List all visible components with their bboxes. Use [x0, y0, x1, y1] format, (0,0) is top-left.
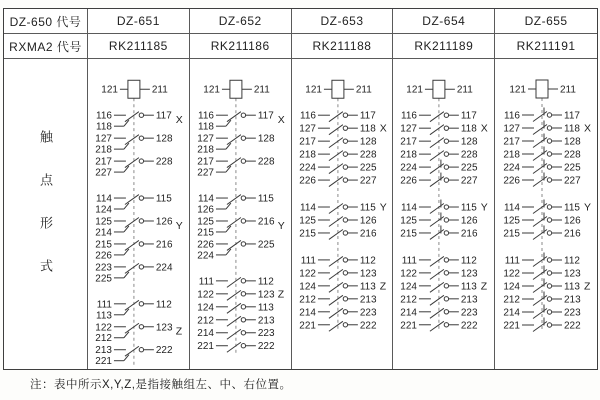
svg-text:115: 115: [563, 202, 580, 214]
svg-text:124: 124: [298, 281, 316, 293]
model-cell: DZ-653: [292, 9, 394, 34]
svg-text:228: 228: [461, 149, 478, 161]
svg-text:118: 118: [197, 121, 214, 133]
svg-text:112: 112: [155, 299, 172, 311]
svg-text:125: 125: [298, 215, 316, 227]
svg-text:121: 121: [304, 84, 322, 96]
diagram-cell: [88, 59, 190, 369]
svg-text:124: 124: [197, 302, 214, 314]
svg-text:111: 111: [300, 255, 316, 267]
svg-text:126: 126: [197, 204, 214, 216]
svg-text:114: 114: [401, 202, 418, 214]
svg-text:111: 111: [96, 299, 112, 311]
svg-text:211: 211: [559, 84, 576, 96]
svg-text:X: X: [379, 123, 387, 135]
svg-text:222: 222: [563, 320, 581, 332]
svg-text:Z: Z: [277, 289, 285, 301]
svg-text:115: 115: [155, 193, 172, 205]
model-cell: DZ-651: [88, 9, 190, 34]
svg-text:225: 225: [563, 162, 581, 174]
svg-text:117: 117: [563, 110, 580, 122]
svg-text:121: 121: [508, 84, 526, 96]
svg-text:122: 122: [197, 289, 214, 301]
diagram-cell: [292, 59, 394, 369]
svg-text:213: 213: [359, 294, 377, 306]
svg-text:111: 111: [504, 255, 520, 267]
header-rxma2-label: RXMA2 代号: [4, 34, 88, 59]
svg-text:218: 218: [197, 144, 214, 156]
model-cell: DZ-654: [393, 9, 495, 34]
svg-text:X: X: [583, 122, 591, 135]
side-label-cell: [4, 59, 88, 369]
svg-text:Y: Y: [175, 220, 183, 232]
svg-text:124: 124: [502, 281, 520, 293]
model-cell: DZ-652: [190, 9, 292, 34]
svg-text:121: 121: [101, 84, 118, 96]
svg-text:217: 217: [95, 156, 112, 168]
svg-text:125: 125: [502, 215, 520, 227]
svg-text:122: 122: [400, 268, 418, 280]
svg-text:221: 221: [197, 341, 214, 353]
svg-text:212: 212: [298, 294, 316, 306]
svg-text:Y: Y: [379, 202, 387, 214]
svg-text:116: 116: [96, 110, 112, 122]
svg-text:227: 227: [359, 175, 377, 187]
svg-text:223: 223: [563, 307, 581, 319]
svg-text:216: 216: [155, 239, 173, 251]
svg-text:Y: Y: [277, 220, 285, 232]
svg-text:X: X: [481, 123, 489, 135]
svg-text:115: 115: [257, 193, 274, 205]
svg-text:225: 225: [95, 273, 112, 285]
svg-text:128: 128: [359, 136, 377, 148]
svg-text:212: 212: [95, 333, 112, 345]
svg-text:211: 211: [355, 84, 372, 96]
svg-text:113: 113: [257, 302, 274, 314]
svg-text:221: 221: [400, 320, 418, 332]
svg-text:122: 122: [298, 268, 316, 280]
svg-text:223: 223: [257, 328, 275, 340]
svg-text:118: 118: [461, 123, 478, 135]
svg-text:213: 213: [461, 294, 478, 306]
svg-text:123: 123: [359, 268, 377, 280]
svg-text:211: 211: [151, 84, 168, 96]
contact-diagram-DZ-652: [190, 59, 291, 369]
svg-text:215: 215: [298, 228, 316, 240]
svg-text:214: 214: [298, 307, 316, 319]
svg-text:X: X: [277, 115, 285, 127]
svg-text:213: 213: [257, 315, 275, 327]
svg-text:126: 126: [563, 215, 581, 227]
code-cell: RK211188: [292, 34, 394, 59]
svg-text:125: 125: [197, 216, 214, 228]
diagram-cell: [393, 59, 495, 369]
svg-text:128: 128: [257, 133, 275, 145]
svg-text:116: 116: [401, 110, 418, 122]
svg-text:226: 226: [95, 250, 112, 262]
svg-text:Z: Z: [379, 281, 386, 293]
svg-text:118: 118: [96, 121, 112, 133]
footnote: 注：表中所示X,Y,Z,是指接触组左、中、右位置。: [30, 379, 292, 391]
svg-text:212: 212: [502, 294, 520, 306]
svg-text:113: 113: [359, 281, 376, 293]
svg-text:222: 222: [257, 341, 275, 353]
svg-text:127: 127: [298, 123, 316, 135]
svg-text:224: 224: [197, 250, 214, 262]
svg-text:116: 116: [197, 110, 214, 122]
svg-text:112: 112: [257, 276, 274, 288]
svg-text:216: 216: [257, 216, 275, 228]
svg-text:227: 227: [563, 175, 581, 187]
svg-text:Z: Z: [583, 280, 591, 293]
svg-text:113: 113: [461, 281, 478, 293]
svg-text:228: 228: [257, 156, 275, 168]
svg-text:Z: Z: [481, 281, 488, 293]
svg-text:113: 113: [563, 281, 580, 293]
svg-text:114: 114: [503, 202, 520, 214]
svg-text:227: 227: [461, 175, 478, 187]
svg-text:114: 114: [299, 202, 316, 214]
svg-text:216: 216: [563, 228, 581, 240]
svg-text:126: 126: [359, 215, 377, 227]
code-cell: RK211189: [393, 34, 495, 59]
svg-text:Y: Y: [481, 202, 489, 214]
contact-diagram-DZ-653: [292, 59, 393, 369]
svg-text:226: 226: [197, 239, 214, 251]
contact-form-label: 触点形式: [38, 130, 53, 302]
contact-diagram-DZ-654: [393, 59, 494, 369]
relay-contact-table: [3, 8, 598, 370]
svg-text:216: 216: [359, 228, 377, 240]
svg-text:216: 216: [461, 228, 478, 240]
svg-text:225: 225: [257, 239, 275, 251]
svg-text:222: 222: [155, 345, 173, 357]
svg-text:121: 121: [203, 84, 220, 96]
svg-text:127: 127: [197, 133, 214, 145]
svg-text:226: 226: [400, 175, 418, 187]
svg-text:224: 224: [400, 162, 418, 174]
svg-text:218: 218: [400, 149, 418, 161]
svg-text:223: 223: [359, 307, 377, 319]
svg-text:123: 123: [563, 268, 581, 280]
svg-text:X: X: [175, 115, 183, 127]
svg-text:227: 227: [197, 167, 214, 179]
svg-text:213: 213: [95, 345, 112, 357]
svg-text:215: 215: [502, 228, 520, 240]
svg-text:126: 126: [155, 216, 173, 228]
svg-text:123: 123: [155, 322, 173, 334]
svg-text:217: 217: [197, 156, 214, 168]
svg-text:211: 211: [457, 84, 474, 96]
svg-text:Y: Y: [583, 201, 591, 214]
svg-text:214: 214: [502, 307, 520, 319]
svg-text:223: 223: [461, 307, 478, 319]
svg-text:221: 221: [298, 320, 316, 332]
svg-text:218: 218: [95, 144, 112, 156]
svg-text:217: 217: [298, 136, 316, 148]
svg-text:212: 212: [400, 294, 418, 306]
svg-text:122: 122: [502, 268, 520, 280]
svg-text:218: 218: [502, 149, 520, 161]
svg-text:117: 117: [155, 110, 172, 122]
svg-text:117: 117: [461, 110, 478, 122]
svg-text:113: 113: [96, 310, 112, 322]
svg-text:124: 124: [95, 204, 112, 216]
svg-text:214: 214: [197, 328, 214, 340]
svg-text:217: 217: [400, 136, 418, 148]
svg-text:118: 118: [359, 123, 376, 135]
svg-text:128: 128: [563, 136, 581, 148]
svg-text:214: 214: [400, 307, 418, 319]
svg-text:111: 111: [198, 276, 214, 288]
svg-text:226: 226: [502, 175, 520, 187]
svg-text:123: 123: [257, 289, 275, 301]
code-cell: RK211191: [495, 34, 597, 59]
svg-text:217: 217: [502, 136, 520, 148]
svg-text:117: 117: [257, 110, 274, 122]
svg-text:121: 121: [406, 84, 424, 96]
svg-text:212: 212: [197, 315, 214, 327]
contact-diagram-DZ-651: [88, 59, 189, 369]
svg-text:111: 111: [402, 255, 418, 267]
svg-text:123: 123: [461, 268, 478, 280]
svg-text:127: 127: [95, 133, 112, 145]
contact-diagram-DZ-655: [496, 59, 597, 369]
svg-text:215: 215: [400, 228, 418, 240]
svg-text:112: 112: [563, 255, 580, 267]
model-cell: DZ-655: [495, 9, 597, 34]
svg-text:127: 127: [400, 123, 418, 135]
svg-text:221: 221: [95, 356, 112, 368]
svg-text:228: 228: [359, 149, 377, 161]
svg-text:213: 213: [563, 294, 581, 306]
svg-text:215: 215: [95, 239, 112, 251]
svg-text:114: 114: [96, 193, 112, 205]
svg-text:127: 127: [502, 123, 520, 135]
svg-text:222: 222: [461, 320, 478, 332]
svg-text:228: 228: [563, 149, 581, 161]
svg-text:128: 128: [155, 133, 173, 145]
svg-text:224: 224: [502, 162, 520, 174]
diagram-cell: [190, 59, 292, 369]
svg-text:116: 116: [299, 110, 316, 122]
svg-text:122: 122: [95, 322, 112, 334]
svg-text:225: 225: [461, 162, 478, 174]
svg-text:115: 115: [359, 202, 376, 214]
svg-text:211: 211: [253, 84, 270, 96]
code-cell: RK211186: [190, 34, 292, 59]
svg-text:Z: Z: [175, 326, 183, 338]
header-dz650-label: DZ-650 代号: [4, 9, 88, 34]
svg-text:223: 223: [95, 262, 112, 274]
svg-text:218: 218: [298, 149, 316, 161]
svg-text:222: 222: [359, 320, 377, 332]
svg-text:128: 128: [461, 136, 478, 148]
code-cell: RK211185: [88, 34, 190, 59]
svg-text:227: 227: [95, 167, 112, 179]
svg-text:224: 224: [298, 162, 316, 174]
svg-text:112: 112: [359, 255, 376, 267]
svg-text:125: 125: [95, 216, 112, 228]
svg-text:214: 214: [95, 227, 112, 239]
svg-text:221: 221: [502, 320, 520, 332]
svg-text:125: 125: [400, 215, 418, 227]
svg-text:226: 226: [298, 175, 316, 187]
svg-text:117: 117: [359, 110, 376, 122]
svg-text:224: 224: [155, 262, 173, 274]
svg-text:225: 225: [359, 162, 377, 174]
svg-text:126: 126: [461, 215, 478, 227]
svg-text:228: 228: [155, 156, 173, 168]
svg-text:114: 114: [197, 193, 214, 205]
svg-text:115: 115: [461, 202, 478, 214]
svg-text:116: 116: [503, 110, 520, 122]
svg-text:215: 215: [197, 227, 214, 239]
diagram-cell: [495, 59, 597, 369]
svg-text:112: 112: [461, 255, 478, 267]
svg-text:124: 124: [400, 281, 418, 293]
svg-text:118: 118: [563, 123, 580, 135]
